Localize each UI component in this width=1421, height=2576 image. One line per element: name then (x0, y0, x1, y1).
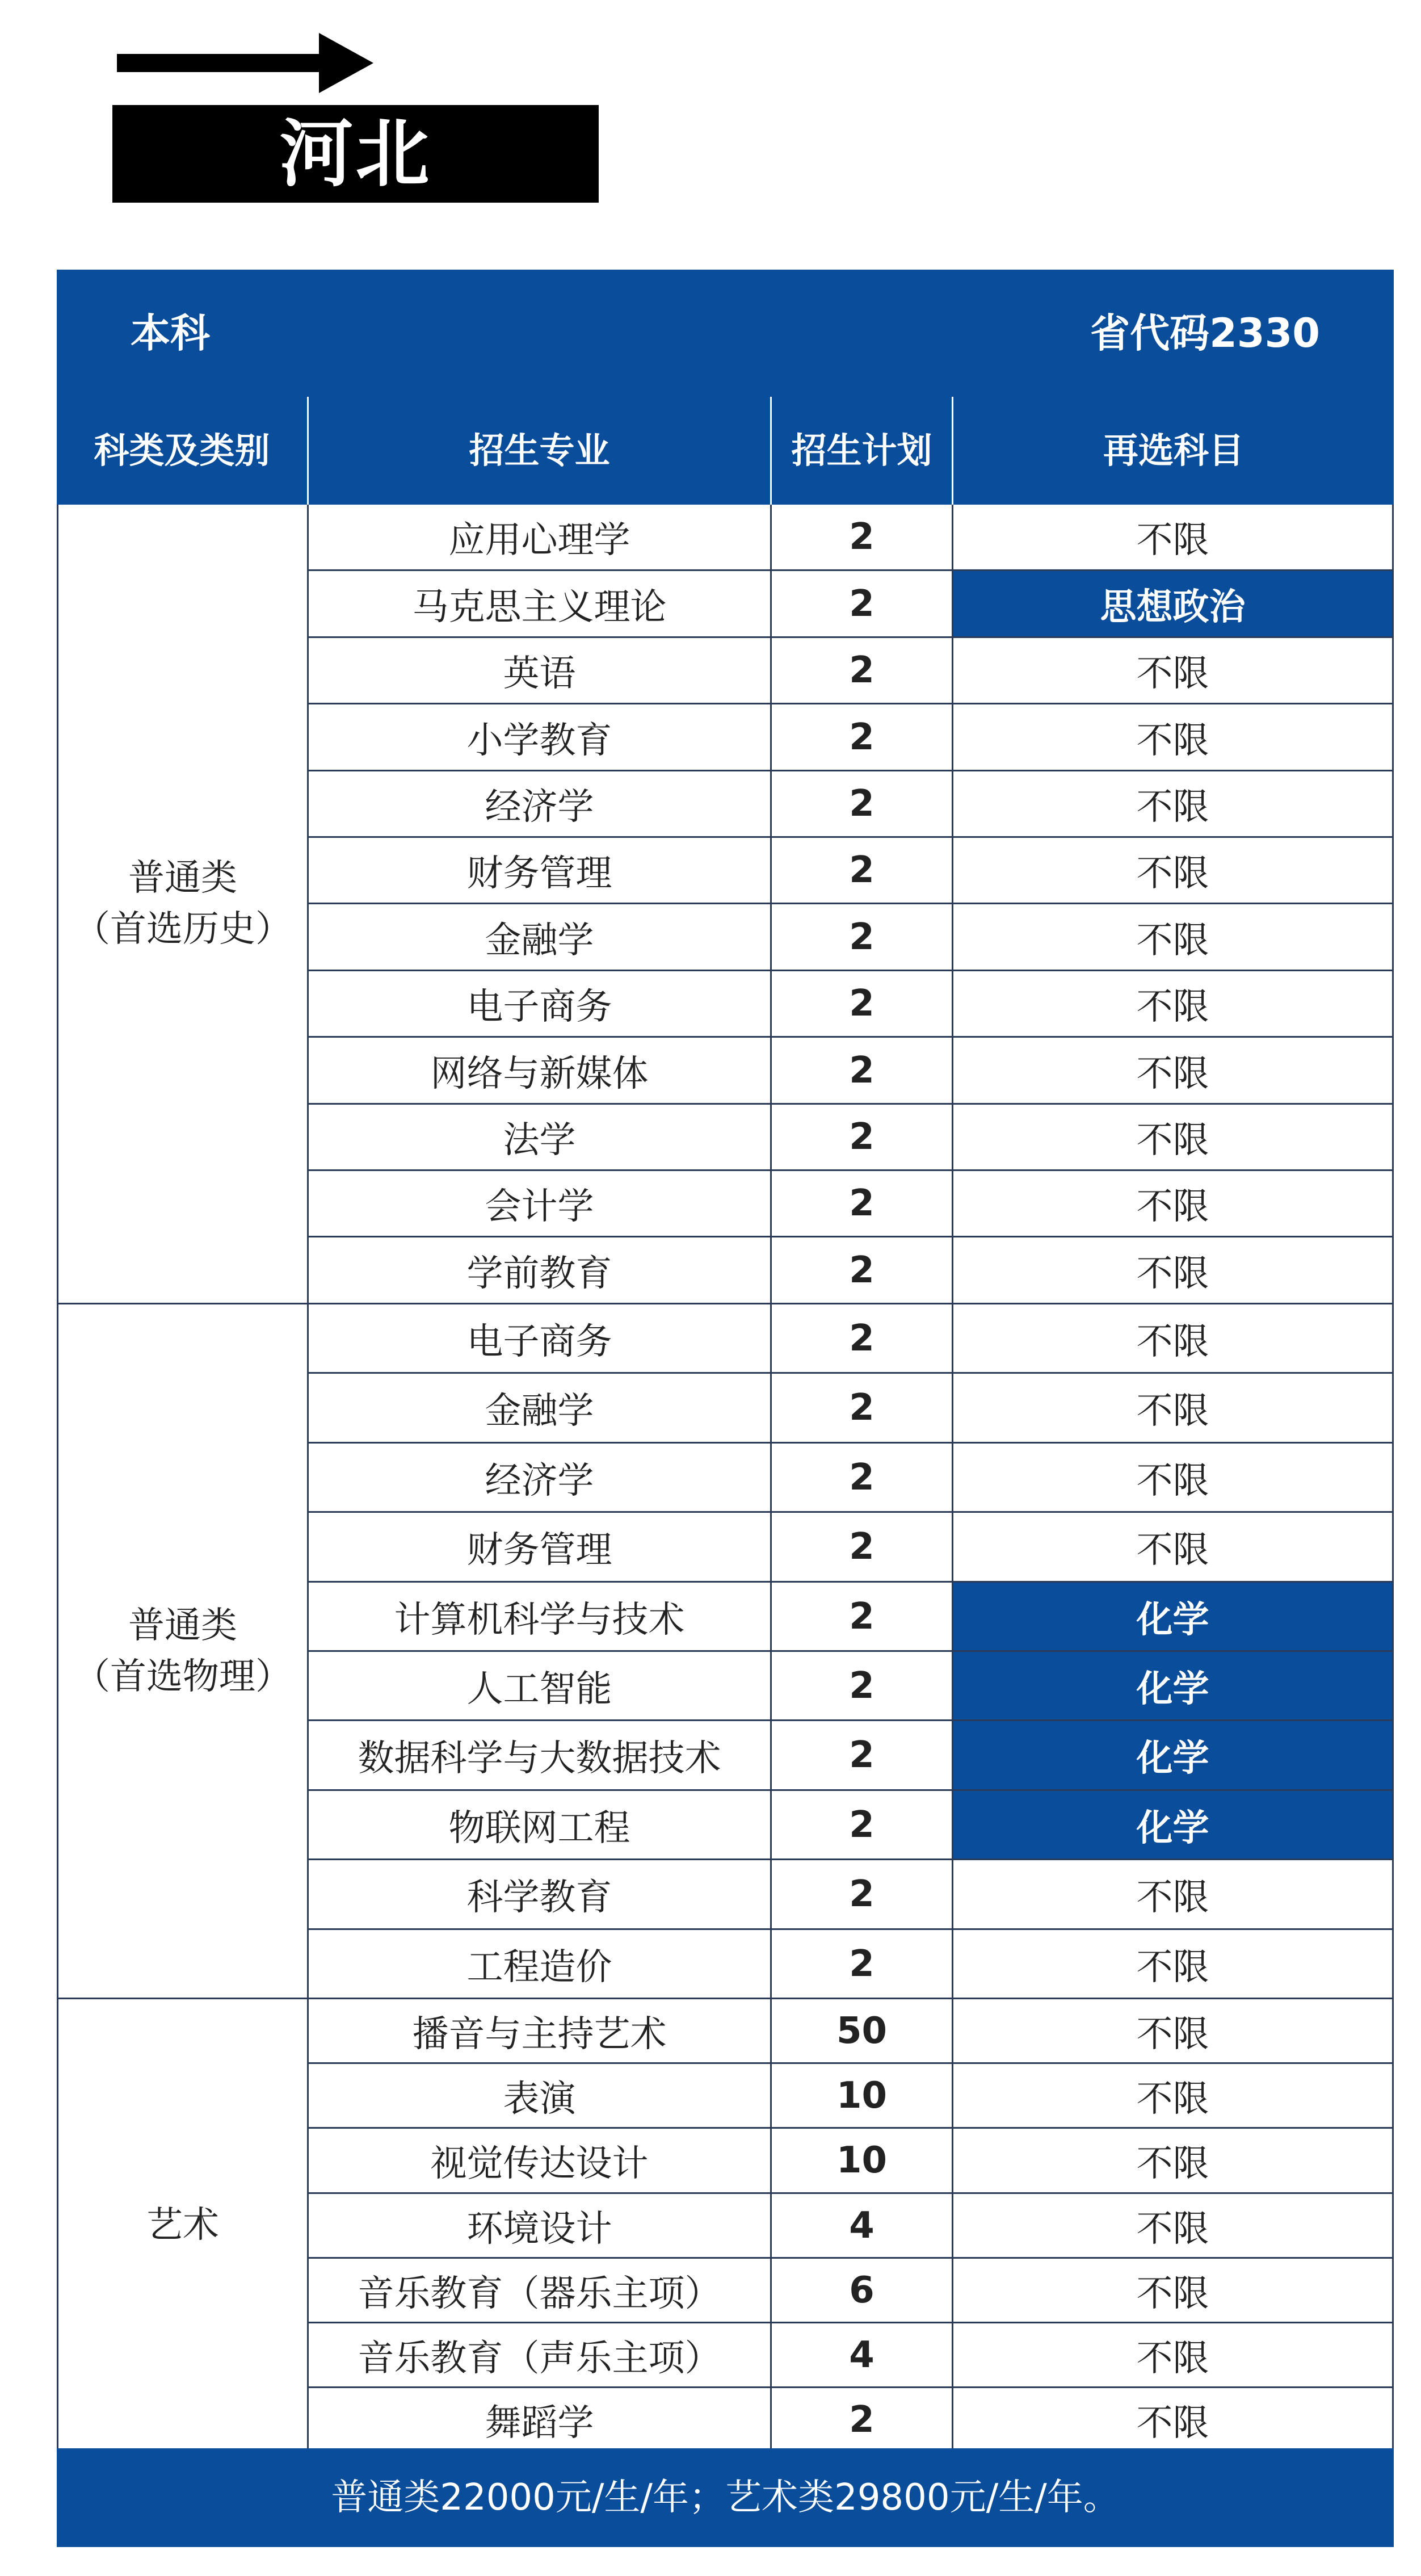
table-row (309, 2129, 1392, 2194)
subject-cell: 不限 (1136, 853, 1209, 895)
subject-cell: 不限 (1136, 1252, 1209, 1295)
major-cell: 物联网工程 (309, 1791, 772, 1858)
subject-cell: 不限 (1136, 1877, 1209, 1919)
category-group (58, 505, 1392, 1304)
plan-cell: 2 (772, 904, 953, 970)
major-cell: 金融学 (309, 1374, 772, 1442)
major-cell: 电子商务 (309, 971, 772, 1036)
plan-cell: 2 (772, 571, 953, 636)
major-cell: 计算机科学与技术 (309, 1583, 772, 1650)
subject-cell: 不限 (1136, 2272, 1209, 2315)
major-cell: 播音与主持艺术 (309, 1999, 772, 2062)
plan-cell: 6 (772, 2259, 953, 2322)
subject-cell: 不限 (1136, 786, 1209, 828)
plan-cell: 2 (772, 2388, 953, 2451)
plan-cell: 2 (772, 771, 953, 836)
table-row (309, 1652, 1392, 1721)
category-label (58, 1999, 309, 2453)
plan-cell: 2 (772, 838, 953, 903)
table-row (309, 1583, 1392, 1652)
table-row (309, 2194, 1392, 2259)
category-label-line1: 普通类 (128, 857, 237, 899)
major-cell: 金融学 (309, 904, 772, 970)
major-cell: 音乐教育（声乐主项） (309, 2323, 772, 2386)
subject-cell: 不限 (1136, 2013, 1209, 2055)
major-cell: 马克思主义理论 (309, 571, 772, 636)
plan-cell: 2 (772, 1304, 953, 1372)
column-header-subject: 再选科目 (952, 397, 1394, 505)
major-cell: 应用心理学 (309, 505, 772, 569)
subject-cell: 不限 (1136, 1186, 1209, 1228)
category-label (58, 1304, 309, 1999)
plan-cell: 2 (772, 704, 953, 770)
major-cell: 视觉传达设计 (309, 2129, 772, 2192)
category-label-line2: （首选物理） (74, 1655, 292, 1698)
table-row (309, 1171, 1392, 1237)
plan-cell: 2 (772, 1791, 953, 1858)
plan-cell: 2 (772, 971, 953, 1036)
plan-cell: 10 (772, 2064, 953, 2127)
subject-cell: 不限 (1136, 919, 1209, 962)
plan-cell: 2 (772, 1930, 953, 1998)
major-cell: 音乐教育（器乐主项） (309, 2259, 772, 2322)
major-cell: 小学教育 (309, 704, 772, 770)
subject-cell: 不限 (1136, 1459, 1209, 1502)
category-label-line2: （首选历史） (74, 908, 292, 950)
major-cell: 经济学 (309, 1444, 772, 1511)
subject-cell: 不限 (1136, 653, 1209, 695)
table-row (309, 2064, 1392, 2129)
plan-cell: 2 (772, 1860, 953, 1928)
table-row (309, 1860, 1392, 1930)
table-row (309, 2259, 1392, 2323)
table-row (309, 1304, 1392, 1374)
table-row (309, 1999, 1392, 2064)
table-row (309, 971, 1392, 1038)
column-header-major: 招生专业 (307, 397, 770, 505)
table-row (309, 1930, 1392, 1999)
major-cell: 环境设计 (309, 2194, 772, 2257)
plan-cell: 2 (772, 1374, 953, 1442)
table-header-row (57, 397, 1394, 505)
plan-cell: 10 (772, 2129, 953, 2192)
plan-cell: 2 (772, 1513, 953, 1581)
subject-cell: 不限 (1136, 2143, 1209, 2185)
region-title: 河北 (279, 111, 432, 197)
major-cell: 法学 (309, 1105, 772, 1169)
table-row (309, 1374, 1392, 1444)
table-row (309, 1105, 1392, 1171)
subject-cell: 不限 (1136, 719, 1209, 762)
required-subject-highlight: 化学 (953, 1583, 1392, 1650)
category-label-line1: 普通类 (128, 1604, 237, 1647)
major-cell: 英语 (309, 638, 772, 703)
table-row (309, 904, 1392, 971)
plan-cell: 4 (772, 2323, 953, 2386)
admission-plan-table (57, 270, 1394, 2547)
major-cell: 科学教育 (309, 1860, 772, 1928)
region-title-box (112, 105, 599, 203)
plan-cell: 2 (772, 1652, 953, 1719)
table-row (309, 1721, 1392, 1791)
arrow-right-icon (117, 33, 373, 93)
major-cell: 数据科学与大数据技术 (309, 1721, 772, 1789)
subject-cell: 不限 (1136, 2402, 1209, 2444)
plan-cell: 4 (772, 2194, 953, 2257)
table-footer (57, 2448, 1394, 2547)
major-cell: 电子商务 (309, 1304, 772, 1372)
major-cell: 财务管理 (309, 838, 772, 903)
subject-cell: 不限 (1136, 2078, 1209, 2120)
required-subject-highlight: 化学 (953, 1791, 1392, 1858)
major-cell: 网络与新媒体 (309, 1038, 772, 1103)
plan-cell: 2 (772, 1171, 953, 1236)
plan-cell: 50 (772, 1999, 953, 2062)
category-group (58, 1999, 1392, 2453)
major-cell: 经济学 (309, 771, 772, 836)
subject-cell: 不限 (1136, 1052, 1209, 1095)
column-header-category: 科类及类别 (94, 430, 270, 471)
subject-cell: 不限 (1136, 1946, 1209, 1988)
required-subject-highlight: 化学 (953, 1652, 1392, 1719)
category-label-line1: 艺术 (146, 2204, 219, 2246)
table-row (309, 1237, 1392, 1304)
table-row (309, 1444, 1392, 1513)
tuition-note: 普通类22000元/生/年；艺术类29800元/生/年。 (331, 2477, 1120, 2519)
major-cell: 人工智能 (309, 1652, 772, 1719)
table-row (309, 1038, 1392, 1105)
table-row (309, 771, 1392, 838)
major-cell: 舞蹈学 (309, 2388, 772, 2451)
major-cell: 工程造价 (309, 1930, 772, 1998)
table-row (309, 571, 1392, 638)
table-row (309, 2323, 1392, 2388)
table-row (309, 838, 1392, 904)
category-label (58, 505, 309, 1304)
subject-cell: 不限 (1136, 2337, 1209, 2380)
subject-cell: 不限 (1136, 1320, 1209, 1363)
plan-cell: 2 (772, 638, 953, 703)
table-row (309, 2388, 1392, 2453)
table-row (309, 1513, 1392, 1583)
plan-cell: 2 (772, 505, 953, 569)
plan-cell: 2 (772, 1237, 953, 1303)
table-row (309, 704, 1392, 771)
province-code-label: 省代码2330 (1090, 310, 1320, 356)
subject-cell: 不限 (1136, 519, 1209, 561)
subject-cell: 不限 (1136, 986, 1209, 1028)
table-body (57, 505, 1394, 2448)
required-subject-highlight: 思想政治 (953, 571, 1392, 636)
subject-cell: 不限 (1136, 1119, 1209, 1161)
major-cell: 财务管理 (309, 1513, 772, 1581)
table-row (309, 638, 1392, 704)
plan-cell: 2 (772, 1038, 953, 1103)
major-cell: 会计学 (309, 1171, 772, 1236)
subject-cell: 不限 (1136, 1390, 1209, 1432)
plan-cell: 2 (772, 1444, 953, 1511)
table-row (309, 1791, 1392, 1860)
degree-level-label: 本科 (131, 310, 210, 356)
major-cell: 表演 (309, 2064, 772, 2127)
category-group (58, 1304, 1392, 1999)
subject-cell: 不限 (1136, 1529, 1209, 1571)
column-header-plan: 招生计划 (770, 397, 952, 505)
plan-cell: 2 (772, 1721, 953, 1789)
table-row (309, 505, 1392, 571)
required-subject-highlight: 化学 (953, 1721, 1392, 1789)
subject-cell: 不限 (1136, 2208, 1209, 2250)
plan-cell: 2 (772, 1105, 953, 1169)
table-top-bar (57, 270, 1394, 397)
major-cell: 学前教育 (309, 1237, 772, 1303)
plan-cell: 2 (772, 1583, 953, 1650)
